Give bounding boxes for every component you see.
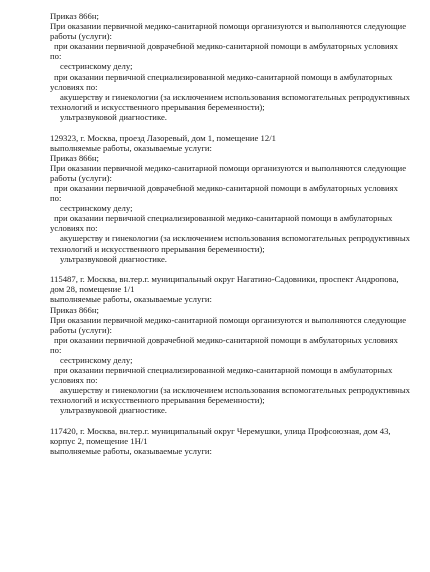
text-line: работы (услуги): [50, 172, 112, 183]
text-line: условиях по: [50, 81, 98, 92]
document-body [50, 11, 422, 456]
text-line: ультразвуковой диагностике. [60, 253, 167, 264]
text-line: 115487, г. Москва, вн.тер.г. муниципальный округ Нагатино-Садовники, проспект Андропова, [50, 274, 399, 285]
text-line: дом 28, помещение 1/1 [50, 284, 135, 295]
text-line: 129323, г. Москва, проезд Лазоревый, дом 1, помещение 12/1 [50, 132, 276, 143]
text-line: технологий и искусственного прерывания беременности); [50, 395, 265, 406]
text-line: условиях по: [50, 223, 98, 234]
text-line: при оказании первичной специализированной медико-санитарной помощи в амбулаторных [54, 213, 393, 224]
license-address-block [50, 274, 422, 415]
license-address-block [50, 133, 422, 264]
text-line: корпус 2, помещение 1Н/1 [50, 436, 148, 447]
text-line: ультразвуковой диагностике. [60, 405, 167, 416]
text-line: работы (услуги): [50, 31, 112, 42]
text-line: При оказании первичной медико-санитарной помощи организуются и выполняются следующие [50, 21, 407, 32]
text-line: технологий и искусственного прерывания беременности); [50, 101, 265, 112]
text-line: Приказ 866н; [50, 304, 99, 315]
text-line: по: [50, 193, 62, 204]
text-line: при оказании первичной доврачебной медико-санитарной помощи в амбулаторных условиях [54, 334, 398, 345]
text-line: акушерству и гинекологии (за исключением использования вспомогательных репродуктивных [60, 233, 411, 244]
text-line: выполняемые работы, оказываемые услуги: [50, 446, 212, 457]
text-line: 117420, г. Москва, вн.тер.г. муниципальный округ Черемушки, улица Профсоюзная, дом 43, [50, 426, 391, 437]
text-line: по: [50, 344, 62, 355]
text-line: выполняемые работы, оказываемые услуги: [50, 142, 212, 153]
text-line: выполняемые работы, оказываемые услуги: [50, 294, 212, 305]
text-line: При оказании первичной медико-санитарной помощи организуются и выполняются следующие [50, 162, 407, 173]
text-line: Приказ 866н; [50, 11, 99, 21]
text-line: сестринскому делу; [60, 355, 133, 365]
text-line: при оказании первичной специализированной медико-санитарной помощи в амбулаторных [54, 71, 393, 82]
text-line: при оказании первичной доврачебной медико-санитарной помощи в амбулаторных условиях [54, 183, 398, 193]
text-line: при оказании первичной доврачебной медико-санитарной помощи в амбулаторных условиях [54, 41, 398, 52]
text-line: Приказ 866н; [50, 152, 99, 163]
text-line: технологий и искусственного прерывания беременности); [50, 243, 265, 254]
text-line: по: [50, 51, 62, 62]
text-line: сестринскому делу; [60, 61, 133, 72]
block-spacer [50, 416, 422, 427]
block-spacer [50, 122, 422, 133]
text-line: ультразвуковой диагностике. [60, 111, 167, 122]
block-spacer [50, 264, 422, 275]
text-line: При оказании первичной медико-санитарной помощи организуются и выполняются следующие [50, 314, 407, 325]
text-line: при оказании первичной специализированной медико-санитарной помощи в амбулаторных [54, 365, 393, 376]
text-line: акушерству и гинекологии (за исключением использования вспомогательных репродуктивных [60, 91, 411, 102]
license-address-block [50, 11, 422, 122]
text-line: условиях по: [50, 375, 98, 386]
license-address-block [50, 426, 422, 456]
text-line: сестринскому делу; [60, 203, 133, 214]
text-line: работы (услуги): [50, 324, 112, 335]
text-line: акушерству и гинекологии (за исключением использования вспомогательных репродуктивных [60, 385, 411, 396]
